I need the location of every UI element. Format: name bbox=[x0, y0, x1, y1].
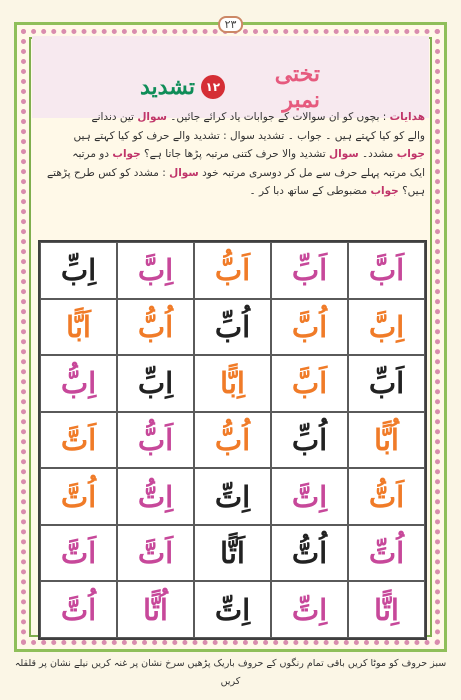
title-tashdeed: تشدید bbox=[140, 74, 195, 100]
grid-cell: اَبًّا bbox=[40, 299, 117, 356]
letter-grid bbox=[38, 240, 427, 640]
grid-cell: اَبُّ bbox=[117, 412, 194, 469]
grid-cell: اَتَّ bbox=[117, 525, 194, 582]
grid-cell: اَبِّ bbox=[348, 355, 425, 412]
grid-cell: اُبِّ bbox=[194, 299, 271, 356]
grid-cell: اَتًّا bbox=[194, 525, 271, 582]
grid-cell: اِتَّ bbox=[271, 468, 348, 525]
instructions-line-4: ایک مرتبہ پہلے حرف سے مل کر دوسری مرتبہ خود سوال : مشدد کو کس طرح پڑھتے bbox=[47, 166, 425, 179]
page-title bbox=[140, 61, 320, 113]
grid-cell: اِبَّ bbox=[348, 299, 425, 356]
grid-cell: اِبُّ bbox=[40, 355, 117, 412]
grid-cell: اَبَّ bbox=[348, 242, 425, 299]
grid-cell: اِتِّ bbox=[194, 581, 271, 638]
grid-cell: اَتُّ bbox=[348, 468, 425, 525]
grid-cell: اِبِّ bbox=[117, 355, 194, 412]
grid-cell: اَبُّ bbox=[194, 242, 271, 299]
grid-cell: اُتًّا bbox=[117, 581, 194, 638]
grid-cell: اُبِّ bbox=[271, 412, 348, 469]
instructions-block bbox=[36, 108, 425, 250]
page-number: ٢٣ bbox=[218, 16, 244, 33]
instructions-line-5: ہیں؟ جواب مضبوطی کے ساتھ دبا کر ۔ bbox=[249, 185, 425, 197]
grid-cell: اُبَّ bbox=[271, 299, 348, 356]
title-number-badge: ١٢ bbox=[201, 75, 225, 99]
bottom-note: سبز حروف کو موٹا کریں باقی تمام رنگوں کے حروف باریک پڑھیں سرخ نشان پر غنہ کریں نیلے نشان پر قلقلہ کریں bbox=[14, 658, 447, 687]
grid-cell: اَتَّ bbox=[40, 412, 117, 469]
grid-cell: اُبُّ bbox=[194, 412, 271, 469]
grid-cell: اُتَّ bbox=[40, 581, 117, 638]
grid-cell: اِتِّ bbox=[194, 468, 271, 525]
grid-cell: اِبِّ bbox=[40, 242, 117, 299]
grid-cell: اَبَّ bbox=[271, 355, 348, 412]
instructions-line-3: جواب مشدد۔ سوال تشدید والا حرف کتنی مرتبہ پڑھا جاتا ہے؟ جواب دو مرتبہ bbox=[72, 148, 425, 160]
grid-cell: اِبَّ bbox=[117, 242, 194, 299]
grid-cell: اَبِّ bbox=[271, 242, 348, 299]
instructions-line-1: ھدایات : بچوں کو ان سوالات کے جوابات یاد کرائے جائیں۔ سوال تین دندانے bbox=[91, 111, 425, 123]
grid-cell: اُبًّا bbox=[348, 412, 425, 469]
grid-cell: اِتِّ bbox=[271, 581, 348, 638]
grid-cell: اُتَّ bbox=[40, 468, 117, 525]
title-takhti: تختی نمبر bbox=[274, 61, 320, 113]
grid-cell: اِبًّا bbox=[194, 355, 271, 412]
grid-cell: اِتًّا bbox=[348, 581, 425, 638]
grid-cell: اُتِّ bbox=[348, 525, 425, 582]
grid-cell: اُتُّ bbox=[271, 525, 348, 582]
grid-cell: اَتَّ bbox=[40, 525, 117, 582]
grid-cell: اِتُّ bbox=[117, 468, 194, 525]
instructions-line-2: والے کو کیا کہتے ہیں ۔ جواب ۔ تشدید سوال : تشدید والے حرف کو کیا کہتے ہیں bbox=[73, 129, 425, 142]
grid-cell: اُبُّ bbox=[117, 299, 194, 356]
